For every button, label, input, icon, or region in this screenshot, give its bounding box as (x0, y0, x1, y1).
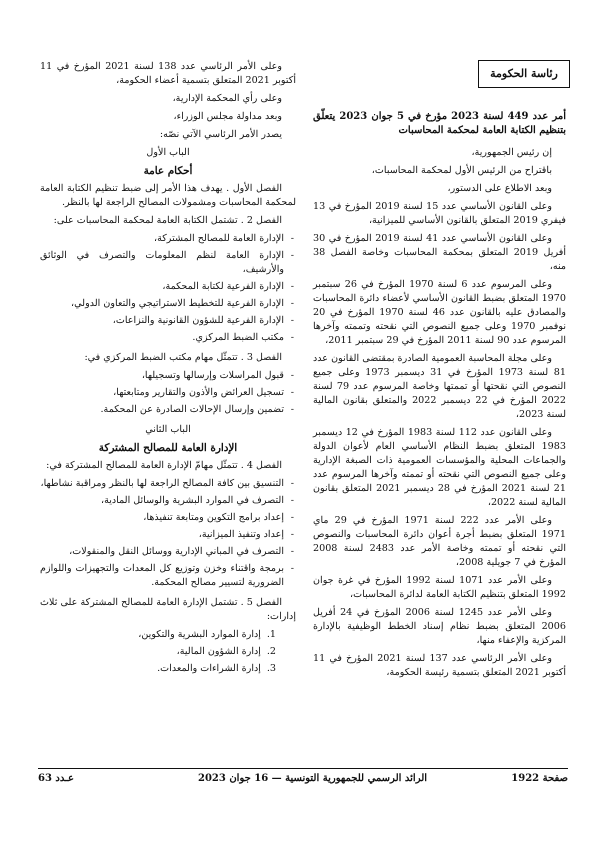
preamble-para: وعلى الأمر عدد 1071 لسنة 1992 المؤرخ في غرة جوان 1992 المتعلق بتنظيم الكتابة العامة لدائرة المحاسبات، (313, 575, 566, 600)
article-4: الفصل 4 . تتمثّل مهامّ الإدارة العامة للمصالح المشتركة في: (46, 460, 282, 471)
preamble-para: وعلى رأي المحكمة الإدارية، (172, 93, 282, 104)
article-2: الفصل 2 . تشتمل الكتابة العامة لمحكمة المحاسبات على: (53, 215, 282, 226)
journal-title: الرائد الرسمي للجمهورية التونسية — 16 جوان 2023 (198, 773, 428, 784)
left-column (40, 60, 296, 680)
page-footer (38, 768, 568, 784)
list-item: - تسجيل العرائض والأذون والتقارير ومتابعتها، (40, 386, 284, 400)
chapter-title: الإدارة العامة للمصالح المشتركة (98, 442, 238, 454)
preamble-para: وبعد الاطلاع على الدستور، (447, 183, 552, 194)
section-header-box: رئاسة الحكومة (478, 60, 570, 88)
preamble-para: وعلى مجلة المحاسبة العمومية الصادرة بمقتضى القانون عدد 81 لسنة 1973 المؤرخ في 31 ديسمبر 1973 وعلى جميع النصوص التي نقحتها أو تممتها وخاصة المرسوم عدد 79 لسنة 2022 المؤرخ في 22 ديسمبر 2022 والمتعلق بقانون المالية لسنة 2023، (313, 353, 566, 420)
list-text: إدارة الموارد البشرية والتكوين، (138, 629, 261, 640)
preamble-para: وعلى القانون الأساسي عدد 41 لسنة 2019 المؤرخ في 30 أفريل 2019 المتعلق بمحكمة المحاسبات وخاصة الفصل 38 منه، (313, 233, 566, 272)
article-3-list (40, 369, 296, 417)
page-number: صفحة 1922 (511, 773, 568, 784)
list-item: - مكتب الضبط المركزي. (40, 331, 284, 345)
list-item: - إعداد وتنفيذ الميزانية، (40, 528, 284, 542)
preamble-para: وعلى القانون عدد 112 لسنة 1983 المؤرخ في 12 ديسمبر 1983 المتعلق بضبط النظام الأساسي العام لأعوان الدولة والجماعات المحلية والمؤسسات العمومية ذات الصبغة الإدارية وعلى جميع النصوص التي نقحته أو تممته وآخرها المرسوم عدد 21 لسنة 2021 المؤرخ في 28 ديسمبر 2021 المتعلق بقانون المالية لسنة 2022، (313, 427, 566, 508)
list-item (40, 645, 276, 659)
chapter-label: الباب الثاني (145, 424, 191, 435)
list-item: - برمجة واقتناء وخزن وتوزيع كل المعدات والتجهيزات واللوازم الضرورية لتسيير مصالح المحكمة. (40, 562, 284, 590)
article-5-list (40, 628, 296, 676)
preamble-para: يصدر الأمر الرئاسي الآتي نصّه: (159, 129, 282, 140)
article-4-list (40, 477, 296, 590)
preamble-para: وعلى الأمر الرئاسي عدد 138 لسنة 2021 المؤرخ في 11 أكتوبر 2021 المتعلق بتسمية أعضاء الحكومة، (40, 61, 296, 86)
preamble-para: وعلى الأمر عدد 222 لسنة 1971 المؤرخ في 29 ماي 1971 المتعلق بضبط أجرة أعوان دائرة المحاسبات والنصوص التي نقحته أو تممته وخاصة الأمر عدد 2483 لسنة 2008 المؤرخ في 7 جويلية 2008، (313, 515, 566, 568)
list-item: - الإدارة العامة للمصالح المشتركة، (40, 232, 284, 246)
preamble-para: إن رئيس الجمهورية، (471, 147, 552, 158)
article-2-list (40, 232, 296, 345)
preamble-para: وعلى الأمر عدد 1245 لسنة 2006 المؤرخ في 24 أفريل 2006 المتعلق بضبط نظام إسناد الخطط الوظيفية بالإدارة المركزية والإعفاء منها، (313, 607, 566, 646)
list-item: - الإدارة الفرعية لكتابة المحكمة، (40, 280, 284, 294)
preamble-para: باقتراح من الرئيس الأول لمحكمة المحاسبات، (371, 165, 552, 176)
list-text: إدارة الشراءات والمعدات. (157, 663, 261, 674)
decree-title: أمر عدد 449 لسنة 2023 مؤرخ في 5 جوان 2023 يتعلّق بتنظيم الكتابة العامة لمحكمة المحاسبات (313, 111, 567, 136)
list-number: 1. (266, 629, 276, 640)
list-item: - التصرف في المباني الإدارية ووسائل النقل والمنقولات، (40, 545, 284, 559)
preamble-para: وعلى المرسوم عدد 6 لسنة 1970 المؤرخ في 26 سبتمبر 1970 المتعلق بضبط القانون الأساسي لأعضاء دائرة المحاسبات والمصادق عليه بالقانون عدد 46 لسنة 1970 المؤرخ في 20 نوفمبر 1970 وعلى جميع النصوص التي نقحته وتممته وآخرها المرسوم عدد 90 لسنة 2011 المؤرخ في 29 سبتمبر 2011، (313, 279, 567, 346)
list-item: - إعداد برامج التكوين ومتابعة تنفيذها، (40, 511, 284, 525)
chapter-label: الباب الأول (146, 147, 190, 158)
preamble-para: وبعد مداولة مجلس الوزراء، (173, 111, 282, 122)
list-text: إدارة الشؤون المالية، (176, 646, 261, 657)
issue-number: عـدد 63 (38, 773, 75, 784)
list-item (40, 628, 276, 642)
preamble-para: وعلى الأمر الرئاسي عدد 137 لسنة 2021 المؤرخ في 11 أكتوبر 2021 المتعلق بتسمية رئيسة الحكومة، (313, 653, 566, 678)
chapter-title: أحكام عامة (143, 165, 193, 177)
list-item: - الإدارة الفرعية للتخطيط الاستراتيجي والتعاون الدولي، (40, 297, 284, 311)
list-item: - التصرف في الموارد البشرية والوسائل المادية، (40, 494, 284, 508)
article-3: الفصل 3 . تتمثّل مهام مكتب الضبط المركزي في: (84, 352, 282, 363)
list-number: 2. (266, 646, 276, 657)
list-number: 3. (266, 663, 276, 674)
list-item: - الإدارة العامة لنظم المعلومات والتصرف في الوثائق والأرشيف، (40, 249, 284, 277)
list-item: - قبول المراسلات وإرسالها وتسجيلها، (40, 369, 284, 383)
preamble-para: وعلى القانون الأساسي عدد 15 لسنة 2019 المؤرخ في 13 فيفري 2019 المتعلق بالقانون الأساسي للميزانية، (313, 201, 566, 226)
article-1: الفصل الأول . يهدف هذا الأمر إلى ضبط تنظيم الكتابة العامة لمحكمة المحاسبات ومشمولات المصالح الراجعة لها بالنظر. (40, 183, 296, 208)
article-5: الفصل 5 . تشتمل الإدارة العامة للمصالح المشتركة على ثلاث إدارات: (40, 597, 296, 622)
list-item: - الإدارة الفرعية للشؤون القانونية والنزاعات، (40, 314, 284, 328)
list-item: - التنسيق بين كافة المصالح الراجعة لها بالنظر ومراقبة نشاطها، (40, 477, 284, 491)
list-item (40, 662, 276, 676)
right-column (313, 110, 566, 684)
list-item: - تضمين وإرسال الإحالات الصادرة عن المحكمة. (40, 403, 284, 417)
